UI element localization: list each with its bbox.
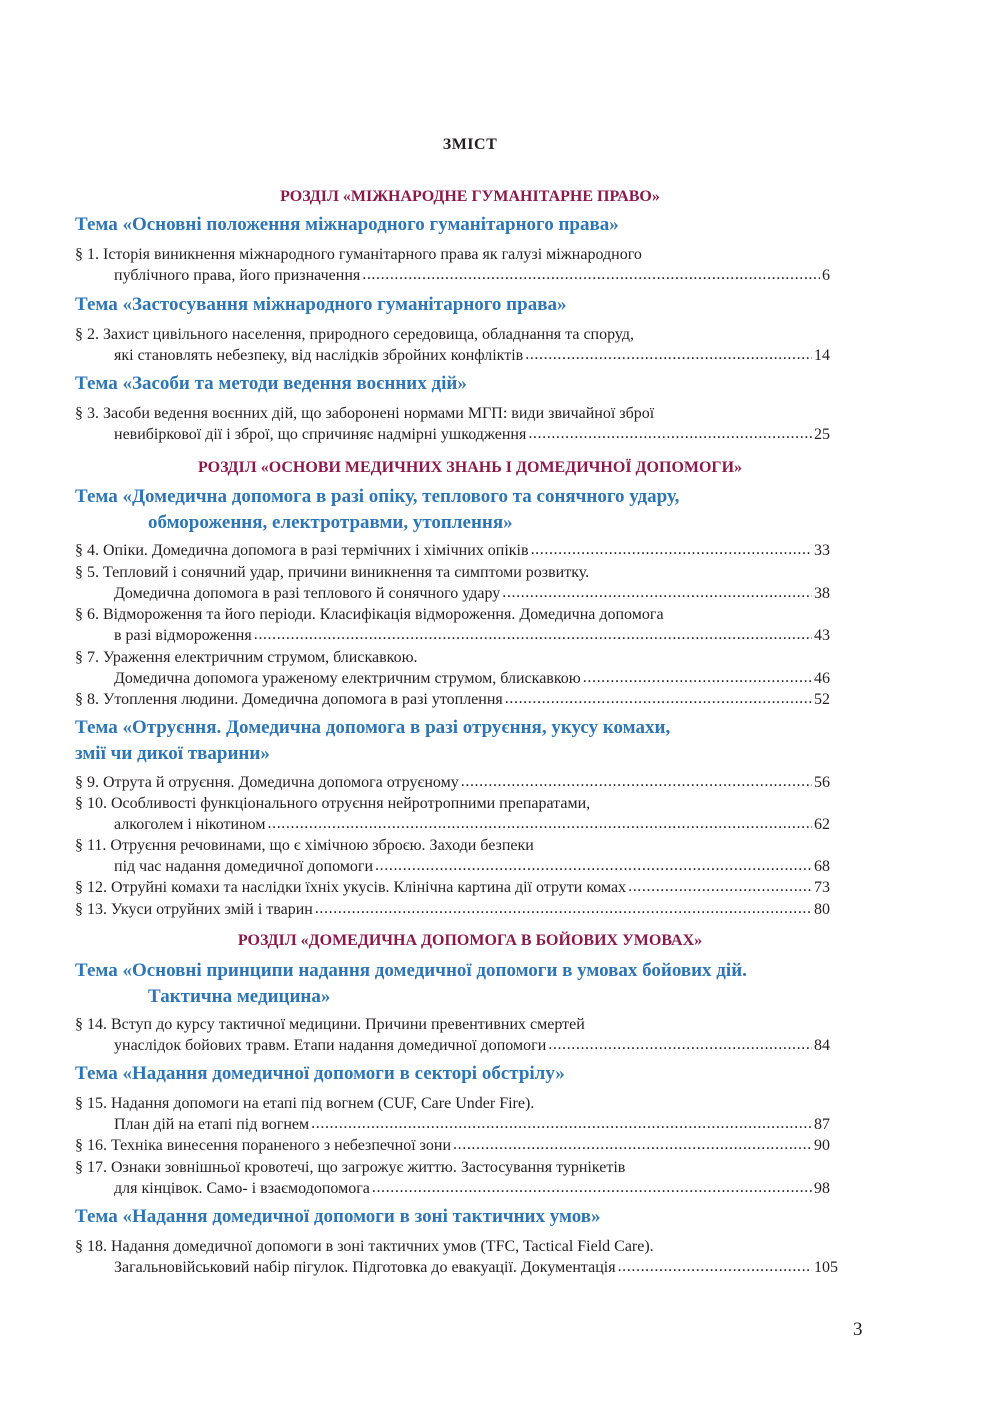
toc-entry[interactable] [75,1236,838,1278]
toc-entry[interactable] [75,1014,830,1056]
page-ref: 52 [814,691,830,708]
entry-text: § 13. Укуси отруйних змій і тварин [75,901,313,918]
topic-line: Тема «Отруєння. Домедична допомога в разі отруєння, укусу комахи, [75,717,671,738]
topic-heading [75,292,855,318]
entry-text: Загальновійськовий набір пігулок. Підготовка до евакуації. Документація [114,1259,616,1276]
topic-line: обмороження, електротравми, утоплення» [148,512,513,533]
entry-text: невибіркової дії і зброї, що спричиняє надмірні ушкодження [114,426,527,443]
page-ref: 80 [814,901,830,918]
dot-leader [525,344,812,365]
entry-text: § 15. Надання допомоги на етапі під вогнем (CUF, Care Under Fire). [75,1095,535,1112]
dot-leader [628,876,812,897]
topic-heading [75,484,855,536]
page-ref: 46 [814,670,830,687]
entry-text: § 1. Історія виникнення міжнародного гуманітарного права як галузі міжнародного [75,246,642,263]
section-heading: РОЗДІЛ «МІЖНАРОДНЕ ГУМАНІТАРНЕ ПРАВО» [280,188,660,205]
entry-text: § 18. Надання домедичної допомоги в зоні тактичних умов (TFC, Tactical Field Care). [75,1238,654,1255]
toc-entry[interactable] [75,877,830,898]
entry-text: які становлять небезпеку, від наслідків збройних конфліктів [114,347,524,364]
entry-text: § 14. Вступ до курсу тактичної медицини. Причини превентивних смертей [75,1016,585,1033]
dot-leader [254,624,812,645]
section-heading: РОЗДІЛ «ДОМЕДИЧНА ДОПОМОГА В БОЙОВИХ УМОВАХ» [237,932,703,949]
topic-line: Тема «Застосування міжнародного гуманітарного права» [75,294,567,315]
toc-entry[interactable] [75,1135,830,1156]
page-ref: 73 [814,879,830,896]
toc-entry[interactable] [75,1093,830,1135]
page-number: 3 [853,1319,863,1340]
entry-text: § 2. Захист цивільного населення, природного середовища, обладнання та споруд, [75,326,635,343]
dot-leader [618,1256,812,1277]
topic-heading [75,715,855,767]
page-ref: 90 [814,1137,830,1154]
topic-heading [75,371,855,397]
toc-entry[interactable] [75,1157,830,1199]
page-ref: 62 [814,816,830,833]
topic-line: Тема «Домедична допомога в разі опіку, теплового та сонячного удару, [75,486,680,507]
topic-heading [75,1061,855,1087]
page-ref: 68 [814,858,830,875]
entry-text: § 3. Засоби ведення воєнних дій, що заборонені нормами МГП: види звичайної зброї [75,405,655,422]
topic-line: Тактична медицина» [148,986,331,1007]
entry-text: § 8. Утоплення людини. Домедична допомога в разі утоплення [75,691,503,708]
entry-text: § 11. Отруєння речовинами, що є хімічною зброєю. Заходи безпеки [75,837,534,854]
topic-line: Тема «Надання домедичної допомоги в зоні тактичних умов» [75,1206,601,1227]
dot-leader [453,1134,812,1155]
topic-line: Тема «Основні принципи надання домедичної допомоги в умовах бойових дій. [75,960,747,981]
page-ref: 98 [814,1180,830,1197]
toc-entry[interactable] [75,689,830,710]
entry-text: § 17. Ознаки зовнішньої кровотечі, що загрожує життю. Застосування турнікетів [75,1159,626,1176]
dot-leader [315,898,812,919]
contents-title: ЗМІСТ [442,136,498,153]
entry-text: Домедична допомога ураженому електричним струмом, блискавкою [114,670,581,687]
toc-entry[interactable] [75,772,830,793]
dot-leader [583,667,812,688]
page-ref: 38 [814,585,830,602]
page-ref: 25 [814,426,830,443]
toc-entry[interactable] [75,324,830,366]
toc-entry[interactable] [75,835,830,877]
entry-text: Домедична допомога в разі теплового й сонячного удару [114,585,501,602]
entry-text: алкоголем і нікотином [114,816,266,833]
dot-leader [502,582,812,603]
dot-leader [268,813,813,834]
entry-text: § 6. Відмороження та його періоди. Класифікація відмороження. Домедична допомога [75,606,664,623]
topic-line: Тема «Основні положення міжнародного гуманітарного права» [75,214,619,235]
topic-heading [75,1204,855,1230]
dot-leader [548,1034,812,1055]
entry-text: під час надання домедичної допомоги [114,858,374,875]
toc-entry[interactable] [75,244,830,286]
topic-line: змії чи дикої тварини» [75,743,270,764]
topic-line: Тема «Надання домедичної допомоги в секторі обстрілу» [75,1063,565,1084]
entry-text: для кінцівок. Само- і взаємодопомога [114,1180,370,1197]
entry-text: § 9. Отрута й отруєння. Домедична допомога отруєному [75,774,459,791]
entry-text: публічного права, його призначення [114,267,361,284]
entry-text: § 16. Техніка винесення пораненого з небезпечної зони [75,1137,452,1154]
page-ref: 84 [814,1037,830,1054]
entry-text: в разі відмороження [114,627,252,644]
toc-entry[interactable] [75,793,830,835]
dot-leader [505,688,812,709]
dot-leader [372,1177,812,1198]
page-ref: 33 [814,542,830,559]
page-ref: 56 [814,774,830,791]
entry-text: § 7. Ураження електричним струмом, блискавкою. [75,649,418,666]
toc-entry[interactable] [75,647,830,689]
topic-heading [75,958,855,1010]
dot-leader [362,264,820,285]
page-ref: 14 [814,347,830,364]
toc-entry[interactable] [75,403,830,445]
entry-text: План дій на етапі під вогнем [114,1116,310,1133]
toc-entry[interactable] [75,899,830,920]
toc-entry[interactable] [75,604,830,646]
dot-leader [528,423,812,444]
topic-heading [75,212,855,238]
entry-text: § 12. Отруйні комахи та наслідки їхніх укусів. Клінічна картина дії отрути комах [75,879,627,896]
page-ref: 105 [814,1259,838,1276]
page-ref: 6 [822,267,830,284]
dot-leader [461,771,812,792]
toc-entry[interactable] [75,562,830,604]
entry-text: § 5. Тепловий і сонячний удар, причини виникнення та симптоми розвитку. [75,564,590,581]
toc-entry[interactable] [75,540,830,561]
dot-leader [375,855,812,876]
entry-text: унаслідок бойових травм. Етапи надання домедичної допомоги [114,1037,547,1054]
topic-line: Тема «Засоби та методи ведення воєнних дій» [75,373,467,394]
dot-leader [531,539,812,560]
page-ref: 87 [814,1116,830,1133]
page-ref: 43 [814,627,830,644]
dot-leader [311,1113,812,1134]
entry-text: § 10. Особливості функціонального отруєння нейротропними препаратами, [75,795,591,812]
section-heading: РОЗДІЛ «ОСНОВИ МЕДИЧНИХ ЗНАНЬ І ДОМЕДИЧНОЇ ДОПОМОГИ» [197,459,743,476]
entry-text: § 4. Опіки. Домедична допомога в разі термічних і хімічних опіків [75,542,529,559]
